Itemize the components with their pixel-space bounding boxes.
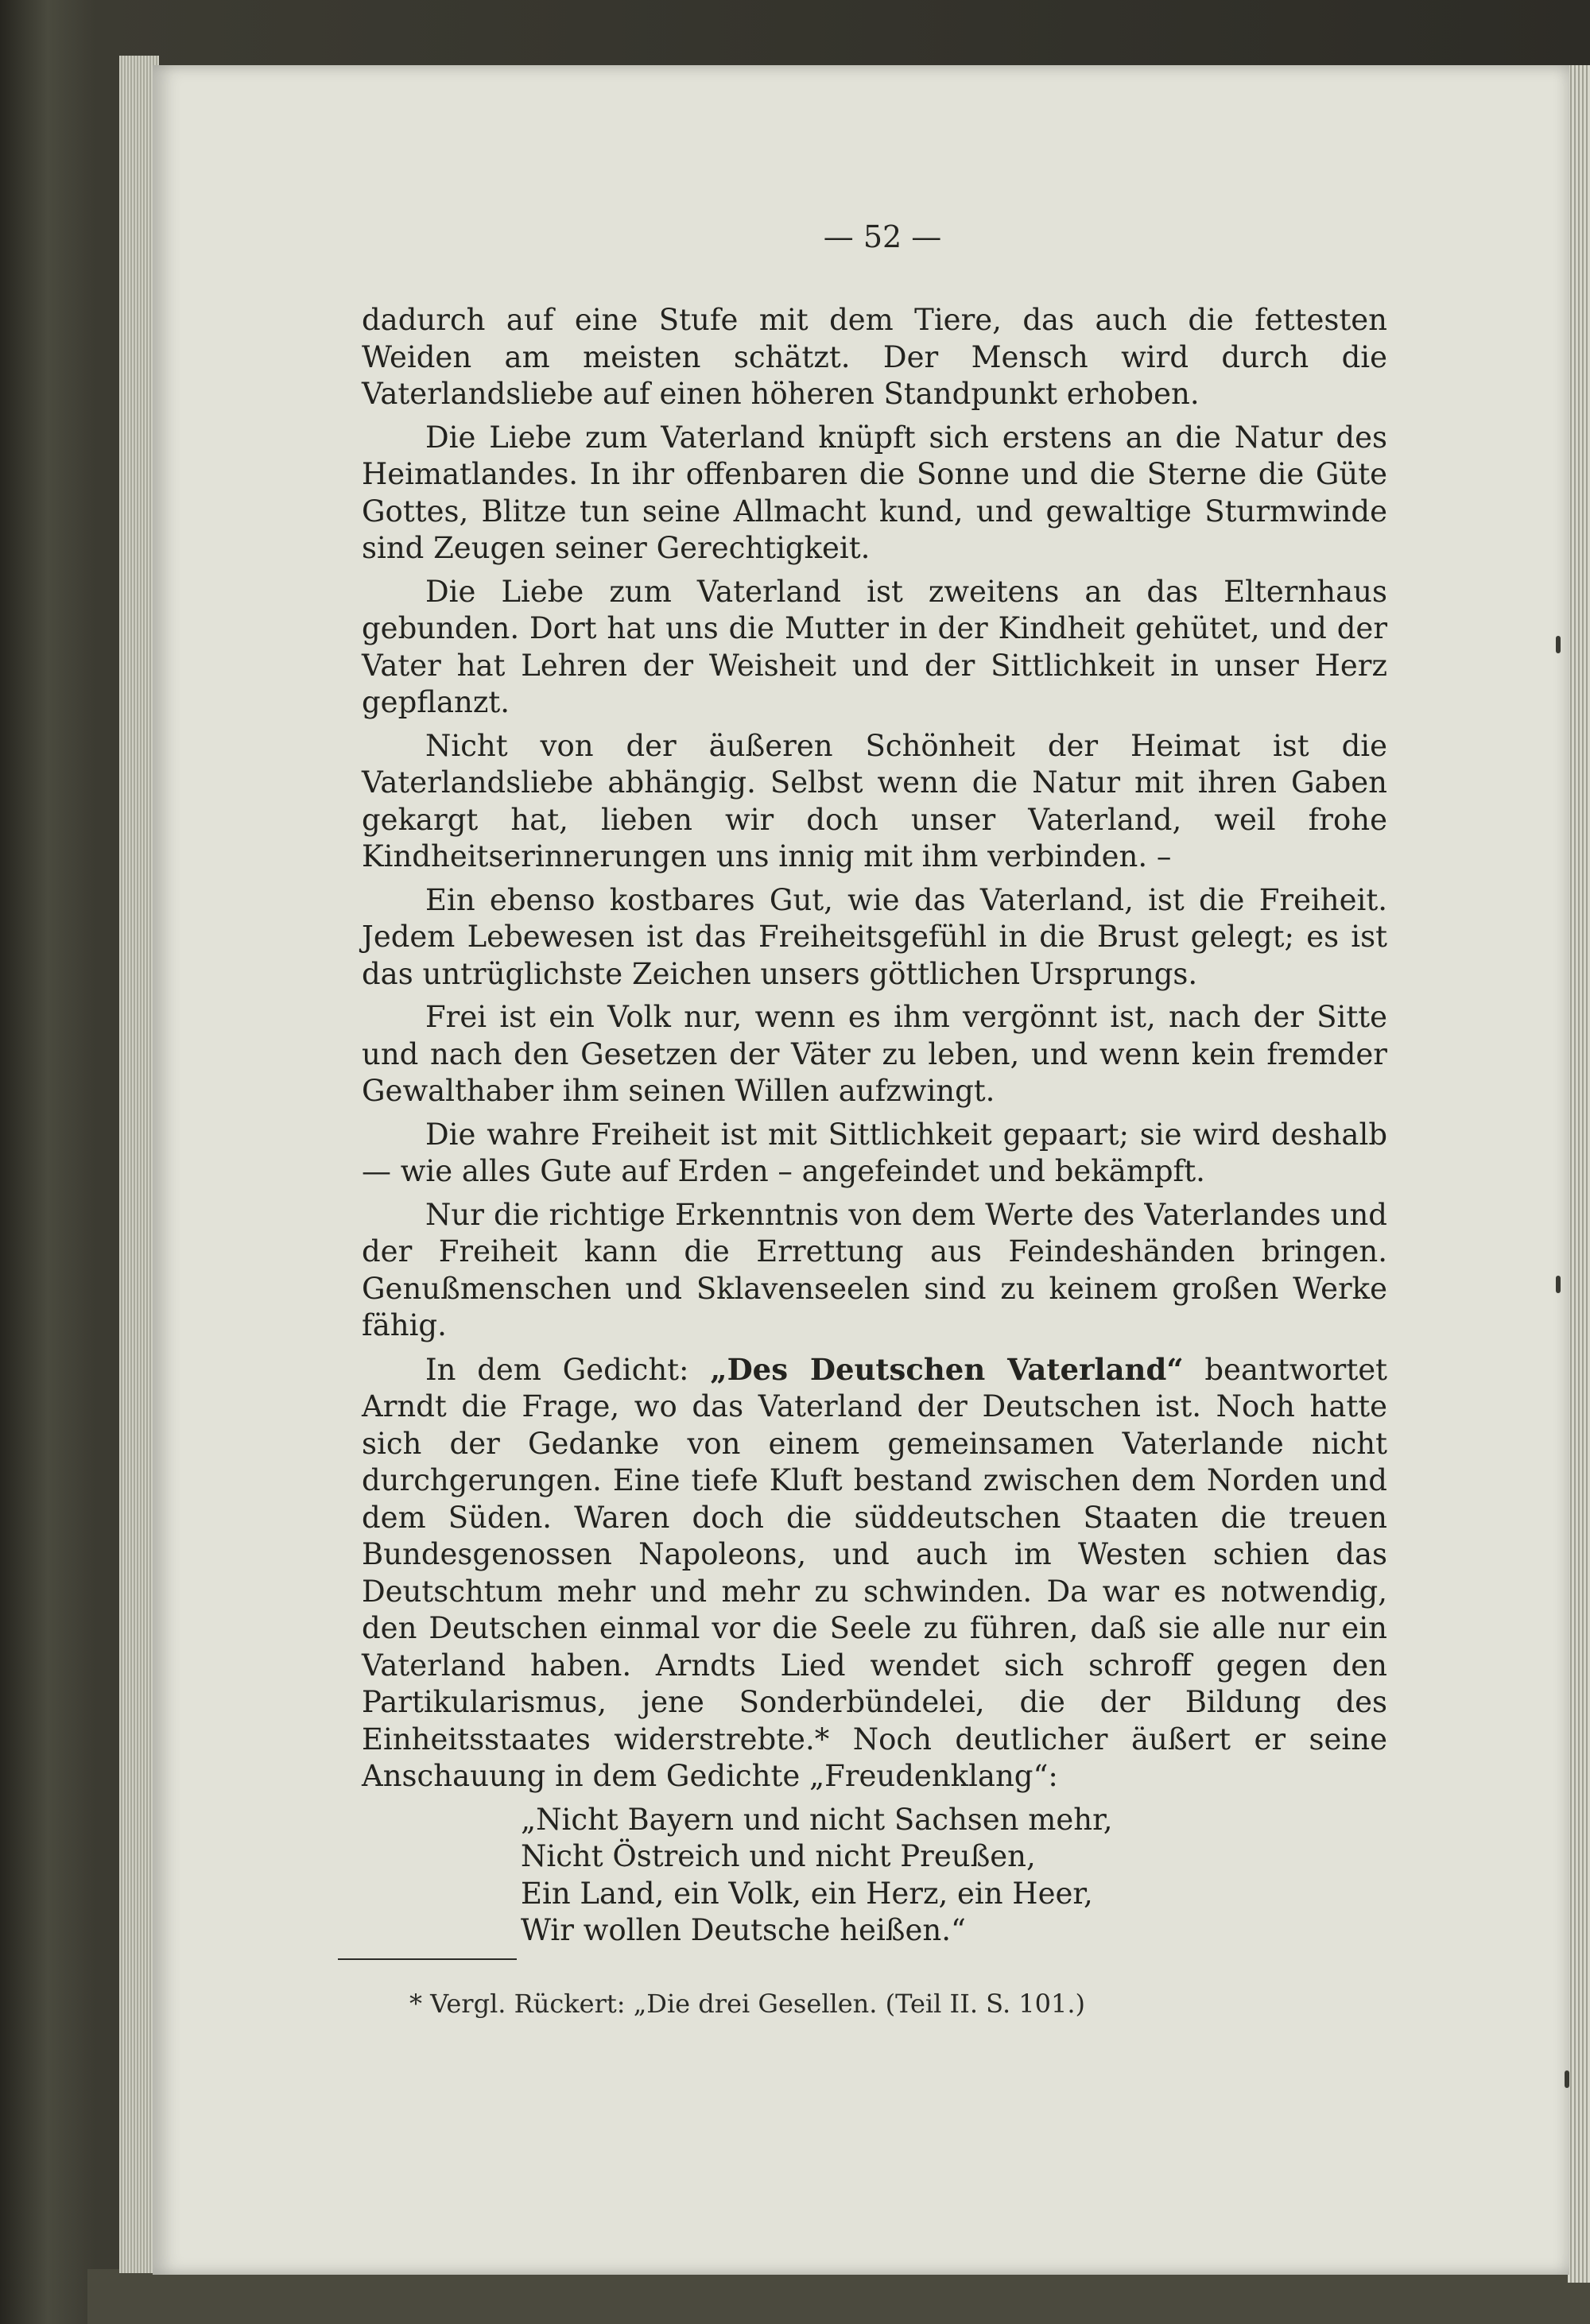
verse-line: Nicht Östreich und nicht Preußen, <box>521 1839 1036 1873</box>
poem-title: „Des Deutschen Vaterland“ <box>710 1351 1184 1387</box>
footnote: * Vergl. Rückert: „Die drei Gesellen. (Teil II. S. 101.) <box>409 1989 1086 2019</box>
verse-line: Ein Land, ein Volk, ein Herz, ein Heer, <box>521 1876 1093 1911</box>
binding-mark <box>1565 2070 1569 2088</box>
page-edges-right <box>1568 65 1590 2283</box>
paragraph: Die Liebe zum Vaterland knüpft sich erstens an die Natur des Heimatlandes. In ihr offenbaren die Sonne und die Sterne die Güte Gottes, Blitze tun seine Allmacht kund, und gewaltige Sturmwinde sind Zeugen seiner Gerechtigkeit. <box>362 420 1387 565</box>
paragraph: Nur die richtige Erkenntnis von dem Werte des Vaterlandes und der Freiheit kann die Errettung aus Feindeshänden bringen. Genußmenschen und Sklavenseelen sind zu keinem großen Werke fähig. <box>362 1197 1387 1342</box>
book-cover-edge <box>87 2269 1590 2324</box>
paragraph-text: In dem Gedicht: <box>425 1352 711 1387</box>
verse-quote <box>521 1802 1387 1950</box>
binding-mark <box>1556 1276 1561 1293</box>
verse-line: „Nicht Bayern und nicht Sachsen mehr, <box>521 1802 1113 1837</box>
binding-mark <box>1556 636 1561 653</box>
body-text <box>362 302 1387 1950</box>
paragraph: Die Liebe zum Vaterland ist zweitens an das Elternhaus gebunden. Dort hat uns die Mutter in der Kindheit gehütet, und der Vater hat Lehren der Weisheit und der Sittlichkeit in unser Herz gepflanzt. <box>362 574 1387 719</box>
paragraph: Ein ebenso kostbares Gut, wie das Vaterland, ist die Freiheit. Jedem Lebewesen ist das Freiheitsgefühl in die Brust gelegt; es ist das untrüglichste Zeichen unsers göttlichen Ursprungs. <box>362 882 1387 991</box>
footnote-rule <box>338 1958 517 1960</box>
paragraph-text: beantwortet Arndt die Frage, wo das Vaterland der Deutschen ist. Noch hatte sich der Gedanke von einem gemeinsamen Vaterlande nicht durchgerungen. Eine tiefe Kluft bestand zwischen dem Norden und dem Süden. Waren doch die süddeutschen Staaten die treuen Bundesgenossen Napoleons, und auch im Westen schien das Deutschtum mehr und mehr zu schwinden. Da war es notwendig, den Deutschen einmal vor die Seele zu führen, daß sie alle nur ein Vaterland haben. Arndts Lied wendet sich schroff gegen den Partikularismus, jene Sonderbündelei, die der Bildung des Einheitsstaates widerstrebte.* Noch deutlicher äußert er seine Anschauung in dem Gedichte „Freudenklang“: <box>362 1352 1387 1793</box>
paragraph-arndt <box>362 1351 1387 1795</box>
verse-line: Wir wollen Deutsche heißen.“ <box>521 1913 966 1947</box>
page-number: — 52 — <box>823 219 942 254</box>
paragraph: Die wahre Freiheit ist mit Sittlichkeit gepaart; sie wird deshalb — wie alles Gute auf Erden – angefeindet und bekämpft. <box>362 1117 1387 1188</box>
paragraph: dadurch auf eine Stufe mit dem Tiere, das auch die fettesten Weiden am meisten schätzt. Der Mensch wird durch die Vaterlandsliebe auf einen höheren Standpunkt erhoben. <box>362 303 1387 411</box>
paragraph: Nicht von der äußeren Schönheit der Heimat ist die Vaterlandsliebe abhängig. Selbst wenn die Natur mit ihren Gaben gekargt hat, lieben wir doch unser Vaterland, weil frohe Kindheitserinnerungen uns innig mit ihm verbinden. – <box>362 728 1387 873</box>
paragraph: Frei ist ein Volk nur, wenn es ihm vergönnt ist, nach der Sitte und nach den Gesetzen der Väter zu leben, und wenn kein fremder Gewalthaber ihm seinen Willen aufzwingt. <box>362 1000 1387 1108</box>
